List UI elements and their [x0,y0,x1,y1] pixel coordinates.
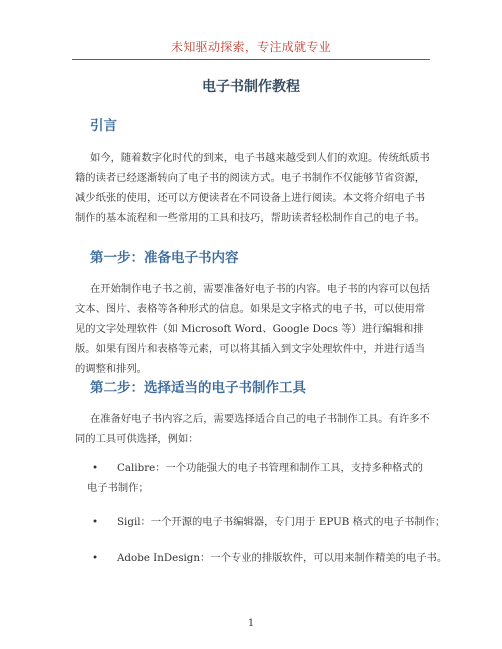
document-title: 电子书制作教程 [202,79,300,95]
paragraph-step1: 在开始制作电子书之前，需要准备好电子书的内容。电子书的内容可以包括文本、图片、表格等各种形式的信息。如果是文字格式的电子书，可以使用常见的文字处理软件（如 Microsoft Word、Google Docs 等）进行编辑和排版。如果有图片和表格等元素，可以将其插入到文字处理软件中，并进行适当的调整和排列。 [75,283,430,375]
bullet-marker: • [92,516,99,528]
header-divider [72,59,430,60]
section-heading-intro: 引言 [90,118,117,134]
section-heading-step2: 第二步：选择适当的电子书制作工具 [90,380,306,396]
bullet-marker: • [92,552,99,564]
page-number: 1 [247,618,255,629]
paragraph-intro: 如今，随着数字化时代的到来，电子书越来越受到人们的欢迎。传统纸质书籍的读者已经逐渐转向了电子书的阅读方式。电子书制作不仅能够节省资源，减少纸张的使用，还可以方便读者在不同设备上进行阅读。本文将介绍电子书制作的基本流程和一些常用的工具和技巧，帮助读者轻松制作自己的电子书。 [75,152,430,224]
bullet-text: Calibre：一个功能强大的电子书管理和制作工具，支持多种格式的 [117,462,423,474]
paragraph-step2: 在准备好电子书内容之后，需要选择适合自己的电子书制作工具。有许多不同的工具可供选择，例如： [75,413,430,445]
bullet-marker: • [92,462,99,474]
bullet-text: Adobe InDesign：一个专业的排版软件，可以用来制作精美的电子书。 [117,552,448,564]
section-heading-step1: 第一步：准备电子书内容 [90,250,239,266]
page-header: 未知驱动探索，专注成就专业 [171,40,331,54]
bullet-text-continuation: 电子书制作； [87,482,149,494]
bullet-text: Sigil：一个开源的电子书编辑器，专门用于 EPUB 格式的电子书制作； [117,516,446,528]
